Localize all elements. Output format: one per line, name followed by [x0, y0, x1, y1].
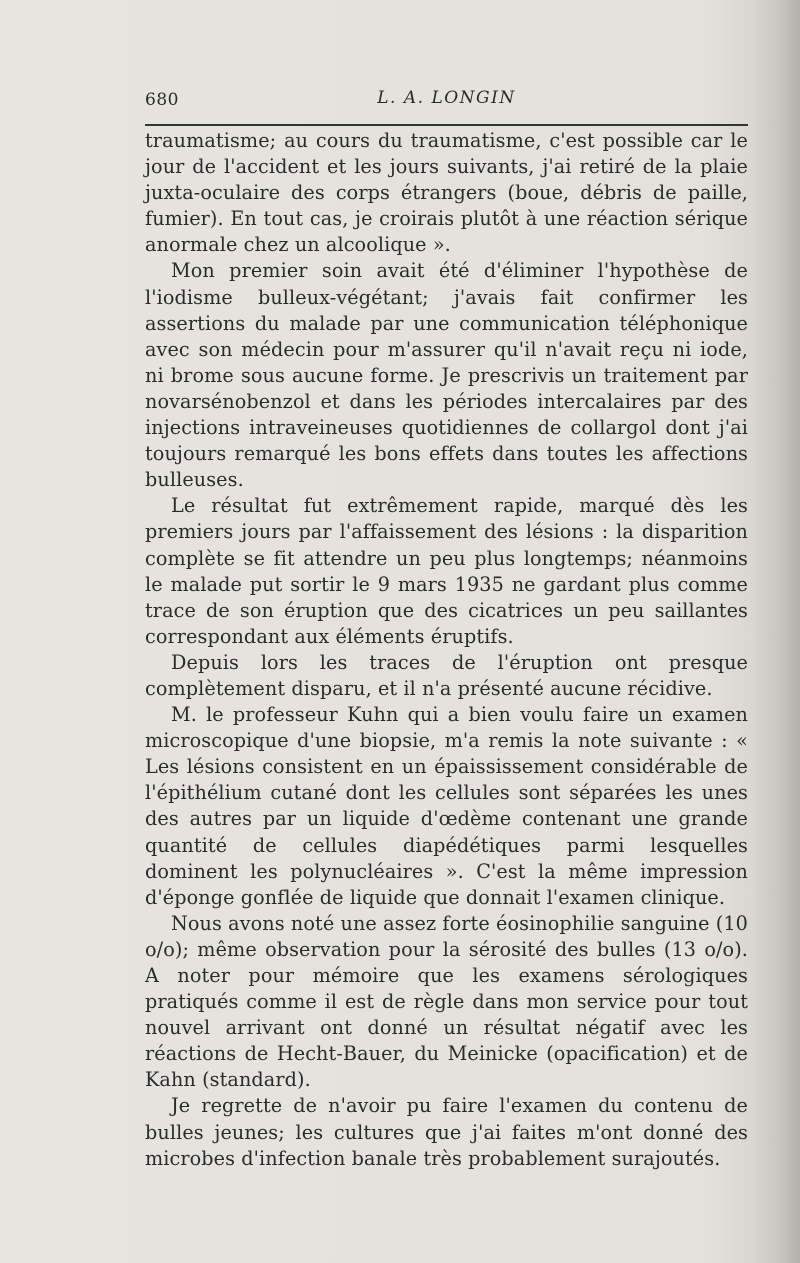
paragraph: Depuis lors les traces de l'éruption ont presque complètement disparu, et il n'a présenté aucune récidive. [145, 650, 748, 700]
running-head: L. A. LONGIN [377, 88, 516, 108]
paragraph: Le résultat fut extrêmement rapide, marqué dès les premiers jours par l'affaissement des lésions : la disparition complète se fit attendre un peu plus longtemps; néanmoins le malade put sortir le 9 mars 1935 ne gardant plus comme trace de son éruption que des cicatrices un peu saillantes correspondant aux éléments éruptifs. [145, 494, 748, 648]
paragraph: Mon premier soin avait été d'éliminer l'hypothèse de l'iodisme bulleux-végétant; j'avais fait confirmer les assertions du malade par une communication téléphonique avec son médecin pour m'assurer qu'il n'avait reçu ni iode, ni brome sous aucune forme. Je prescrivis un traitement par novarsénobenzol et dans les périodes intercalaires par des injections intraveineuses quotidiennes de collargol dont j'ai toujours remarqué les bons effets dans toutes les affections bulleuses. [145, 259, 748, 492]
header-rule [145, 124, 748, 126]
body-text [145, 128, 748, 1172]
paragraph: traumatisme; au cours du traumatisme, c'est possible car le jour de l'accident et les jours suivants, j'ai retiré de la plaie juxta-oculaire des corps étrangers (boue, débris de paille, fumier). En tout cas, je croirais plutôt à une réaction sérique anormale chez un alcoolique ». [145, 129, 748, 257]
page-gutter-shadow [752, 0, 800, 1263]
page-header [145, 88, 748, 116]
paragraph: Nous avons noté une assez forte éosinophilie sanguine (10 o/o); même observation pour la sérosité des bulles (13 o/o). A noter pour mémoire que les examens sérologiques pratiqués comme il est de règle dans mon service pour tout nouvel arrivant ont donné un résultat négatif avec les réactions de Hecht-Bauer, du Meinicke (opacification) et de Kahn (standard). [145, 911, 748, 1092]
paragraph: M. le professeur Kuhn qui a bien voulu faire un examen microscopique d'une biopsie, m'a remis la note suivante : « Les lésions consistent en un épaississement considérable de l'épithélium cutané dont les cellules sont séparées les unes des autres par un liquide d'œdème contenant une grande quantité de cellules diapédétiques parmi lesquelles dominent les polynucléaires ». C'est la même impression d'éponge gonflée de liquide que donnait l'examen clinique. [145, 703, 748, 909]
page-number: 680 [145, 90, 179, 110]
paragraph: Je regrette de n'avoir pu faire l'examen du contenu de bulles jeunes; les cultures que j'ai faites m'ont donné des microbes d'infection banale très probablement surajoutés. [145, 1094, 748, 1170]
